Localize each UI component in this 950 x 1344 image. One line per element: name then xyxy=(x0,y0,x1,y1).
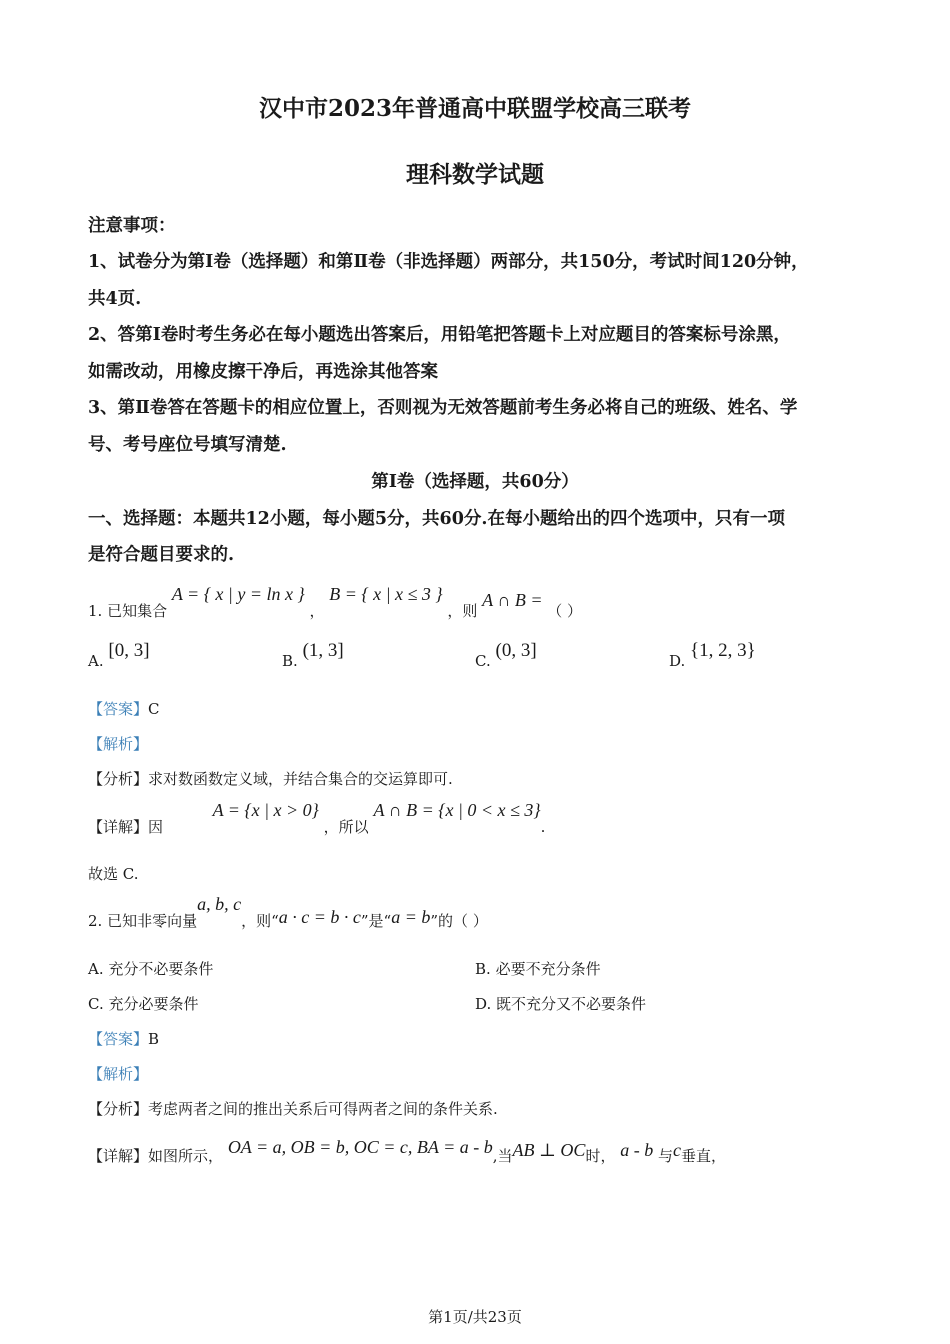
q1-answer xyxy=(88,698,160,719)
q1-detail-expr1: A = {x | x > 0} xyxy=(212,800,319,820)
q2-option-d-text: 既不充分又不必要条件 xyxy=(496,995,647,1013)
q2-fenxi-tag: 【分析】 xyxy=(88,1100,149,1118)
q2-fenxi-text: 考虑两者之间的推出关系后可得两者之间的条件关系. xyxy=(148,1100,498,1118)
notice-item-2a: 2、答第Ⅰ卷时考生务必在每小题选出答案后，用铅笔把答题卡上对应题目的答案标号涂黑， xyxy=(88,325,791,345)
q2-detail-expr4: c xyxy=(673,1140,682,1160)
q2-option-c-text: 充分必要条件 xyxy=(108,995,199,1013)
q1-answer-tag: 【答案】 xyxy=(88,700,149,718)
q2-option-b-label: B. xyxy=(475,960,491,978)
q2-option-c xyxy=(88,993,199,1014)
q1-answer-value: C xyxy=(148,700,160,718)
q1-detail-expr2: A ∩ B = {x | 0 < x ≤ 3} xyxy=(373,800,541,820)
q1-option-d-label: D. xyxy=(669,652,686,670)
q2-expr2: a = b xyxy=(391,907,431,927)
q2-stem xyxy=(88,894,488,931)
q1-detail-tag: 【详解】 xyxy=(88,818,149,836)
notice-item-1b: 共4页. xyxy=(88,289,142,309)
page-footer: 第1页/共23页 xyxy=(428,1308,522,1326)
q2-analysis-tag: 【解析】 xyxy=(88,1065,149,1083)
q1-option-c xyxy=(475,640,537,672)
exam-title: 汉中市2023年普通高中联盟学校高三联考 xyxy=(258,95,691,122)
q2-option-a xyxy=(88,958,213,979)
q2-detail-expr1: OA = a, OB = b, OC = c, BA = a - b xyxy=(227,1137,493,1157)
q2-detail-mid3: 与 xyxy=(658,1147,674,1165)
q1-option-c-value: (0, 3] xyxy=(495,640,537,661)
q2-detail xyxy=(88,1137,727,1166)
q2-vectors: a, b, c xyxy=(197,894,242,914)
exam-subtitle: 理科数学试题 xyxy=(406,161,544,188)
q2-answer-tag: 【答案】 xyxy=(88,1030,149,1048)
q1-comma: ， xyxy=(309,602,325,620)
q2-option-a-text: 充分不必要条件 xyxy=(108,960,214,978)
q1-option-a-value: [0, 3] xyxy=(108,640,150,661)
q1-option-b-label: B. xyxy=(282,652,298,670)
q2-mid1: ，则“ xyxy=(241,912,279,930)
q1-option-a-label: A. xyxy=(88,652,104,670)
part1-heading: 第Ⅰ卷（选择题，共60分） xyxy=(371,472,579,492)
notice-item-2b: 如需改动，用橡皮擦干净后，再选涂其他答案 xyxy=(88,362,438,382)
q1-option-c-label: C. xyxy=(475,652,491,670)
q2-option-d-label: D. xyxy=(475,995,492,1013)
section1-line-a: 一、选择题：本题共12小题，每小题5分，共60分.在每小题给出的四个选项中，只有一项 xyxy=(88,509,785,529)
q1-detail-end: . xyxy=(540,818,546,836)
q2-option-c-label: C. xyxy=(88,995,104,1013)
q2-detail-prefix: 如图所示， xyxy=(148,1147,224,1165)
q2-option-a-label: A. xyxy=(88,960,104,978)
section1-line-b: 是符合题目要求的. xyxy=(88,545,235,565)
notice-heading: 注意事项： xyxy=(88,216,176,236)
q1-detail-mid: ，所以 xyxy=(323,818,369,836)
q1-set-a: A = { x | y = ln x } xyxy=(171,584,305,604)
q2-prefix: 2. 已知非零向量 xyxy=(88,912,198,930)
q2-option-b xyxy=(475,958,601,979)
q2-detail-tag: 【详解】 xyxy=(88,1147,149,1165)
q1-option-b xyxy=(282,640,344,672)
q2-detail-mid1: ,当 xyxy=(492,1147,513,1165)
q2-detail-mid2: 时， xyxy=(585,1147,616,1165)
q1-expr: A ∩ B = xyxy=(482,590,543,610)
q2-answer xyxy=(88,1028,159,1049)
q1-blank: （ ） xyxy=(547,602,583,620)
q1-set-b: B = { x | x ≤ 3 } xyxy=(329,584,443,604)
q2-fenxi xyxy=(88,1098,498,1119)
notice-item-3b: 号、考号座位号填写清楚. xyxy=(88,435,287,455)
q1-detail-prefix: 因 xyxy=(148,818,164,836)
q2-detail-expr2: AB ⊥ OC xyxy=(512,1140,586,1160)
q1-option-b-value: (1, 3] xyxy=(302,640,344,661)
q2-detail-end: 垂直， xyxy=(681,1147,727,1165)
q1-stem xyxy=(88,584,583,621)
notice-item-3a: 3、第Ⅱ卷答在答题卡的相应位置上，否则视为无效答题前考生务必将自己的班级、姓名、学 xyxy=(88,398,798,418)
q1-fenxi xyxy=(88,768,453,789)
q2-expr1: a · c = b · c xyxy=(278,907,361,927)
q1-detail xyxy=(88,800,546,837)
q1-fenxi-tag: 【分析】 xyxy=(88,770,149,788)
q2-suffix: ”的（ ） xyxy=(430,912,488,930)
q2-answer-value: B xyxy=(148,1030,160,1048)
q1-option-d-value: {1, 2, 3} xyxy=(690,640,756,661)
q1-conclusion: 故选 C. xyxy=(88,865,139,883)
q2-option-b-text: 必要不充分条件 xyxy=(495,960,601,978)
q1-option-a xyxy=(88,640,150,672)
q1-fenxi-text: 求对数函数定义域，并结合集合的交运算即可. xyxy=(148,770,453,788)
q1-then: ，则 xyxy=(447,602,478,620)
q1-option-d xyxy=(669,640,756,672)
notice-item-1a: 1、试卷分为第Ⅰ卷（选择题）和第Ⅱ卷（非选择题）两部分，共150分，考试时间120分钟， xyxy=(88,252,809,272)
q2-option-d xyxy=(475,993,646,1014)
q2-mid2: ”是“ xyxy=(360,912,392,930)
q2-detail-expr3: a - b xyxy=(620,1140,654,1160)
q1-prefix: 1. 已知集合 xyxy=(88,602,168,620)
q1-analysis-tag: 【解析】 xyxy=(88,735,149,753)
